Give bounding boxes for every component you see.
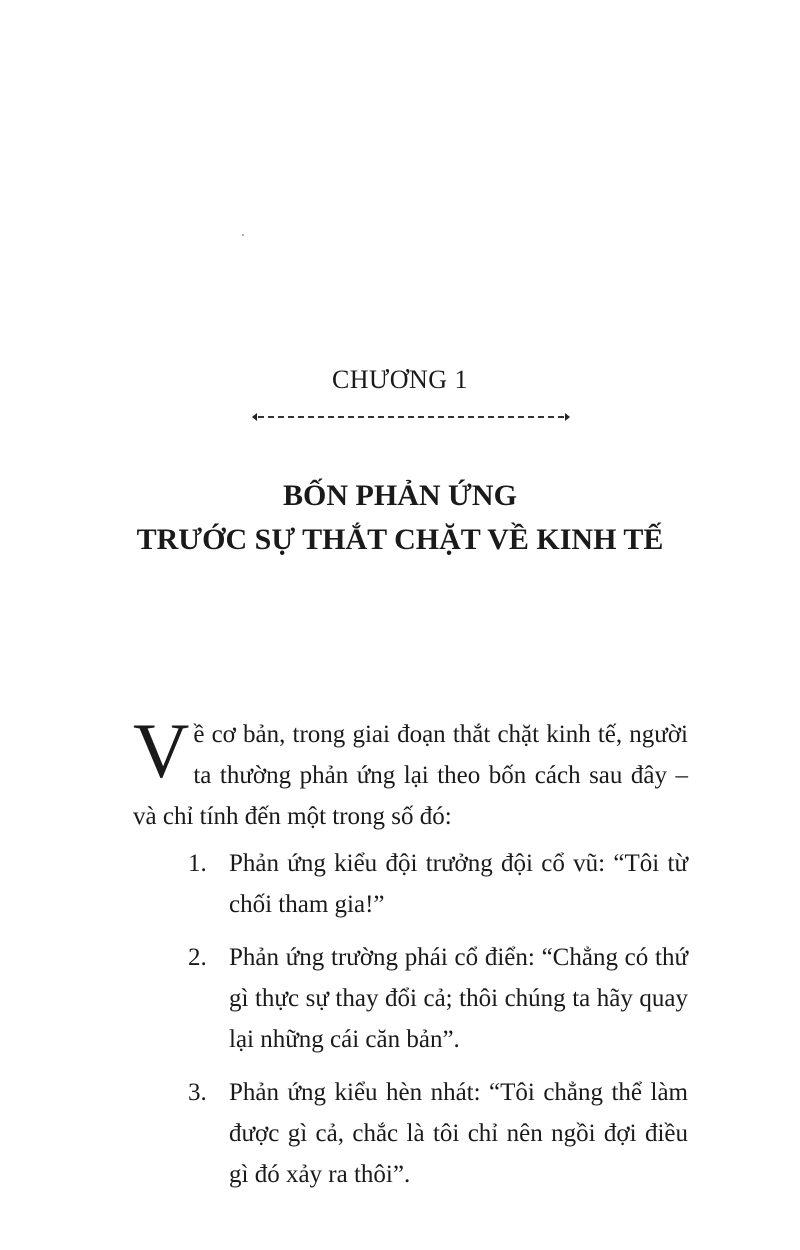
list-item-text: Phản ứng kiểu đội trưởng đội cổ vũ: “Tôi từ chối tham gia!”	[229, 850, 688, 918]
print-speck	[242, 234, 244, 236]
list-item	[133, 843, 688, 925]
intro-paragraph	[133, 707, 688, 837]
list-item-number: 1.	[188, 850, 207, 877]
list-item-text: Phản ứng kiểu hèn nhát: “Tôi chẳng thể làm được gì cả, chắc là tôi chỉ nên ngồi đợi điều gì đó xảy ra thôi”.	[229, 1079, 688, 1188]
divider-left-ornament	[252, 413, 257, 421]
list-item-text: Phản ứng trường phái cổ điển: “Chẳng có thứ gì thực sự thay đổi cả; thôi chúng ta hãy quay lại những cái căn bản”.	[229, 944, 688, 1053]
divider-right-ornament	[565, 413, 570, 421]
chapter-label: CHƯƠNG 1	[331, 365, 469, 394]
reaction-list	[133, 843, 688, 1195]
chapter-divider	[258, 416, 564, 418]
chapter-title-line-2: TRƯỚC SỰ THẮT CHẶT VỀ KINH TẾ	[136, 523, 664, 556]
list-item	[133, 937, 688, 1060]
list-item-number: 2.	[188, 944, 207, 971]
intro-text: ề cơ bản, trong giai đoạn thắt chặt kinh tế, người ta thường phản ứng lại theo bốn cách sau đây – và chỉ tính đến một trong số đó:	[133, 721, 688, 830]
list-item-number: 3.	[188, 1079, 207, 1106]
chapter-title-line-1: BỐN PHẢN ỨNG	[283, 479, 517, 512]
drop-cap: V	[133, 707, 190, 794]
chapter-title	[0, 474, 800, 562]
body-text	[133, 707, 688, 1207]
list-item	[133, 1072, 688, 1195]
